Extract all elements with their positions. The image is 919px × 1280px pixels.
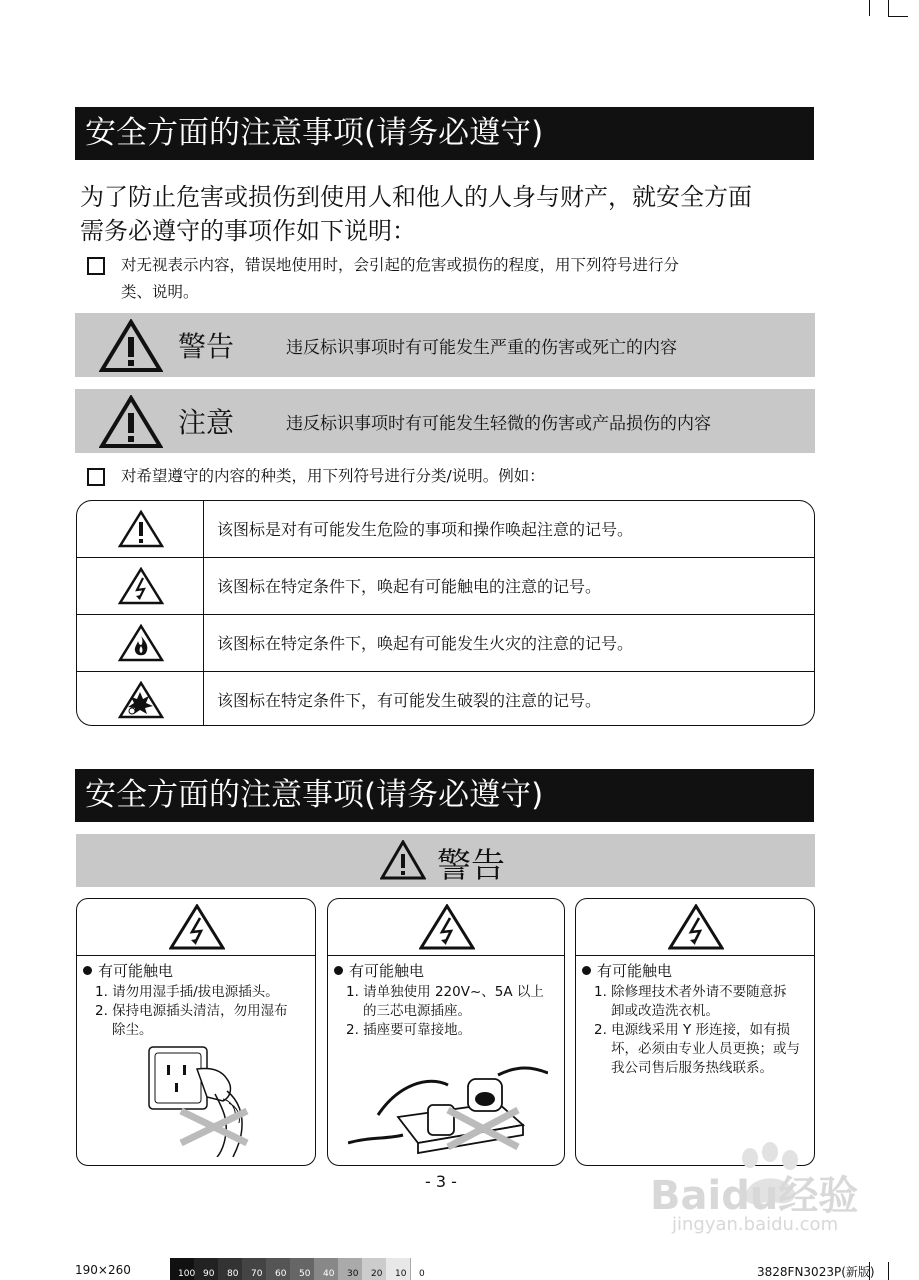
card-item: 坏，必须由专业人员更换；或与 bbox=[611, 1041, 800, 1057]
symbol-table bbox=[76, 500, 815, 726]
scale-label: 100 bbox=[178, 1269, 196, 1279]
watermark-url: jingyan.baidu.com bbox=[672, 1214, 839, 1235]
card-item: 1. 请勿用湿手插/拔电源插头。 bbox=[95, 984, 279, 1000]
scale-label: 30 bbox=[347, 1269, 359, 1279]
card-item: 卸或改造洗衣机。 bbox=[611, 1003, 719, 1019]
card-item: 除尘。 bbox=[112, 1022, 153, 1038]
footer-code: 3828FN3023P(新版) bbox=[757, 1265, 875, 1279]
crop-mark bbox=[888, 16, 908, 17]
card-item: 2. 插座要可靠接地。 bbox=[346, 1022, 472, 1038]
electric-shock-triangle-icon bbox=[169, 904, 225, 950]
crop-mark bbox=[888, 0, 889, 16]
card-item: 2. 保持电源插头清洁，勿用湿布 bbox=[95, 1003, 288, 1019]
scale-label: 80 bbox=[227, 1269, 239, 1279]
page-number: - 3 - bbox=[425, 1172, 457, 1191]
table-row bbox=[77, 501, 814, 557]
warning-banner bbox=[76, 834, 815, 887]
explosion-triangle-icon bbox=[118, 681, 164, 719]
intro-line: 为了防止危害或损伤到使用人和他人的人身与财产，就安全方面 bbox=[80, 183, 752, 211]
card-item: 1. 请单独使用 220V~、5A 以上 bbox=[346, 984, 544, 1000]
grey-scale-strip bbox=[170, 1258, 430, 1280]
table-row bbox=[77, 615, 814, 671]
warning-card bbox=[327, 898, 565, 1166]
electric-shock-triangle-icon bbox=[668, 904, 724, 950]
checkbox-icon bbox=[87, 468, 105, 486]
warning-triangle-icon bbox=[380, 840, 426, 880]
bullet-icon bbox=[582, 966, 591, 975]
note-line: 对希望遵守的内容的种类，用下列符号进行分类/说明。例如： bbox=[121, 467, 545, 485]
caution-description: 违反标识事项时有可能发生轻微的伤害或产品损伤的内容 bbox=[286, 414, 711, 434]
scale-label: 90 bbox=[203, 1269, 215, 1279]
watermark-brand: Baidu经验 bbox=[650, 1173, 859, 1219]
bullet-icon bbox=[83, 966, 92, 975]
card-heading: 有可能触电 bbox=[349, 962, 425, 980]
card-item: 的三芯电源插座。 bbox=[363, 1003, 471, 1019]
note-line: 对无视表示内容，错误地使用时，会引起的危害或损伤的程度，用下列符号进行分 bbox=[121, 256, 680, 274]
card-item: 我公司售后服务热线联系。 bbox=[611, 1060, 773, 1076]
scale-label: 10 bbox=[395, 1269, 407, 1279]
caution-label: 注意 bbox=[178, 406, 235, 439]
bullet-icon bbox=[334, 966, 343, 975]
warning-card bbox=[76, 898, 316, 1166]
scale-label: 20 bbox=[371, 1269, 383, 1279]
warning-banner-label: 警告 bbox=[437, 846, 505, 886]
intro-line: 需务必遵守的事项作如下说明： bbox=[80, 217, 416, 245]
warning-level-bar bbox=[75, 313, 815, 377]
power-strip-illustration bbox=[348, 1055, 548, 1155]
table-row bbox=[77, 558, 814, 614]
crop-mark bbox=[869, 0, 870, 16]
warning-label: 警告 bbox=[178, 330, 235, 363]
electric-shock-triangle-icon bbox=[118, 567, 164, 605]
footer-size: 190×260 bbox=[75, 1263, 131, 1277]
section-title: 安全方面的注意事项(请务必遵守) bbox=[75, 769, 814, 822]
scale-label: 50 bbox=[299, 1269, 311, 1279]
card-heading: 有可能触电 bbox=[98, 962, 174, 980]
warning-description: 违反标识事项时有可能发生严重的伤害或死亡的内容 bbox=[286, 338, 677, 358]
scale-label: 60 bbox=[275, 1269, 287, 1279]
scale-label: 70 bbox=[251, 1269, 263, 1279]
note-line: 类、说明。 bbox=[121, 283, 199, 301]
scale-label: 0 bbox=[419, 1269, 425, 1279]
checkbox-icon bbox=[87, 257, 105, 275]
symbol-description: 该图标在特定条件下，唤起有可能发生火灾的注意的记号。 bbox=[217, 634, 634, 653]
electric-shock-triangle-icon bbox=[419, 904, 475, 950]
card-item: 1. 除修理技术者外请不要随意拆 bbox=[594, 984, 787, 1000]
warning-triangle-icon bbox=[99, 319, 163, 373]
card-heading: 有可能触电 bbox=[597, 962, 673, 980]
symbol-description: 该图标在特定条件下，有可能发生破裂的注意的记号。 bbox=[217, 691, 602, 710]
table-row bbox=[77, 672, 814, 726]
intro-text bbox=[80, 180, 820, 248]
caution-level-bar bbox=[75, 389, 815, 453]
fire-triangle-icon bbox=[118, 624, 164, 662]
exclamation-triangle-icon bbox=[118, 510, 164, 548]
wet-hand-plug-illustration bbox=[137, 1039, 277, 1157]
crop-mark bbox=[888, 1262, 889, 1280]
scale-label: 40 bbox=[323, 1269, 335, 1279]
section-title: 安全方面的注意事项(请务必遵守) bbox=[75, 107, 814, 160]
symbol-description: 该图标是对有可能发生危险的事项和操作唤起注意的记号。 bbox=[217, 520, 634, 539]
symbol-description: 该图标在特定条件下，唤起有可能触电的注意的记号。 bbox=[217, 577, 602, 596]
caution-triangle-icon bbox=[99, 395, 163, 449]
card-item: 2. 电源线采用 Y 形连接，如有损 bbox=[594, 1022, 791, 1038]
warning-card bbox=[575, 898, 815, 1166]
